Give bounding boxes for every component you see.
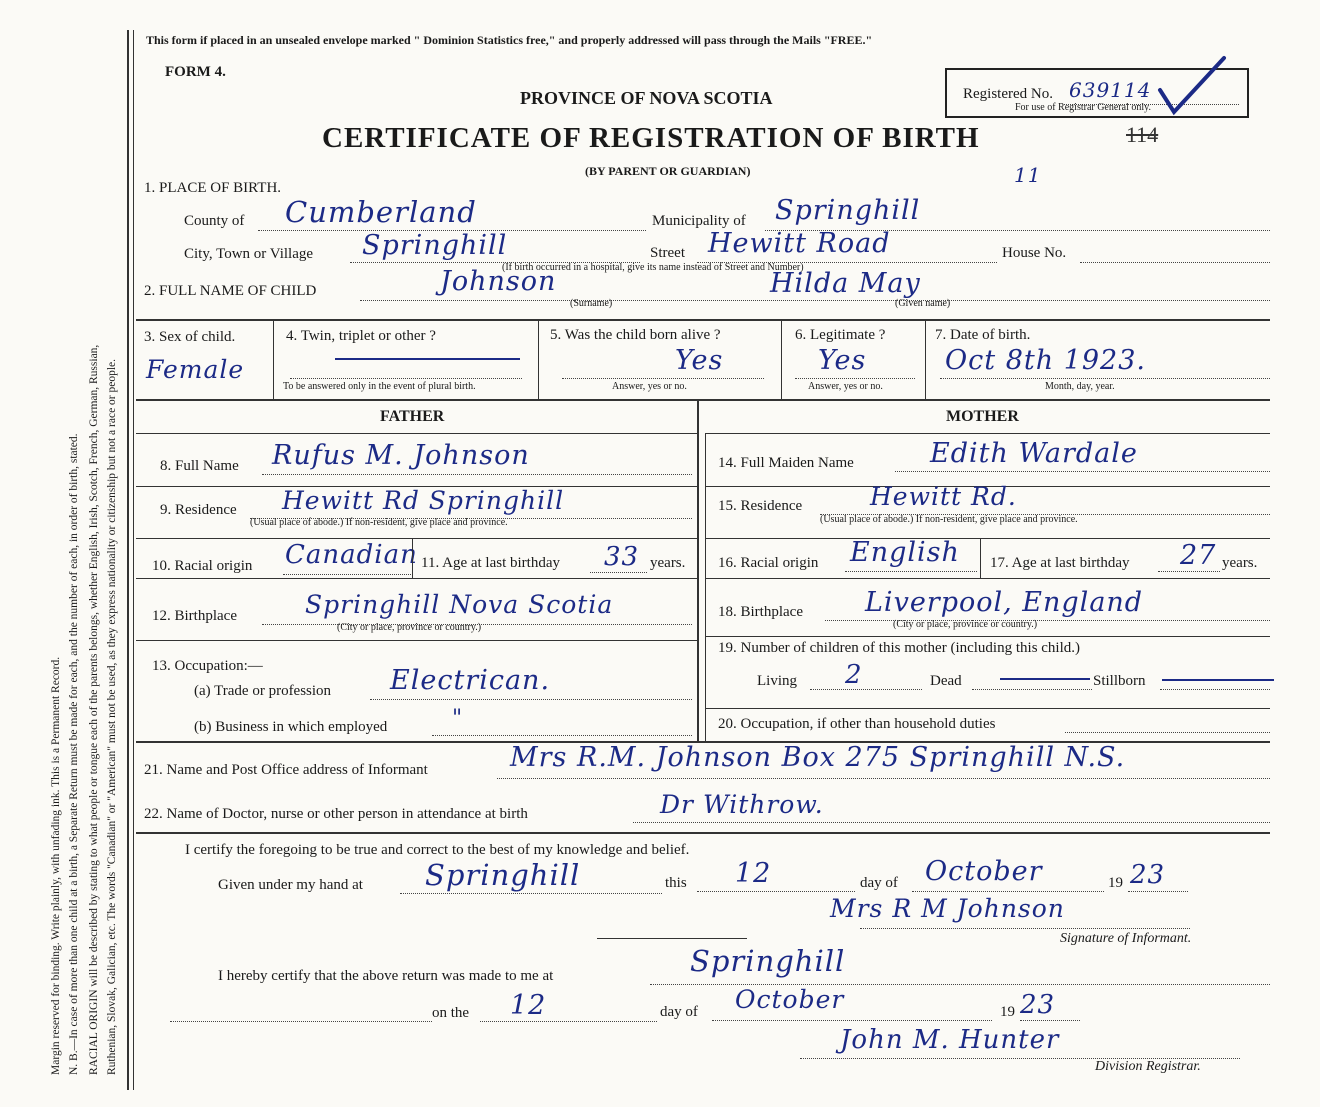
given-under-hand-label: Given under my hand at — [218, 877, 363, 893]
mother-years-label: years. — [1222, 555, 1258, 571]
given-place-value: Springhill — [425, 858, 581, 892]
certify-month-value: October — [925, 856, 1043, 887]
father-heading: FATHER — [380, 408, 445, 425]
father-trade-label: (a) Trade or profession — [194, 683, 332, 699]
child-name-label: 2. FULL NAME OF CHILD — [144, 283, 317, 299]
surname-note: (Surname) — [570, 298, 613, 309]
certify-year-prefix: 19 — [1108, 875, 1123, 891]
certify-year-value: 23 — [1130, 860, 1166, 890]
father-birthplace-label: 12. Birthplace — [152, 608, 237, 624]
certify-day-of-label: day of — [860, 875, 898, 891]
doctor-label: 22. Name of Doctor, nurse or other person in attendance at birth — [144, 806, 528, 822]
registrar-note: For use of Registrar General only. — [1015, 102, 1151, 113]
city-value: Springhill — [362, 230, 508, 261]
mother-racial-value: English — [850, 537, 960, 568]
registrar-month-value: October — [735, 985, 845, 1014]
legitimate-value: Yes — [818, 345, 867, 376]
father-birthplace-note: (City or place, province or country.) — [337, 622, 482, 633]
given-name-note: (Given name) — [895, 298, 951, 309]
registered-label: Registered No. — [963, 86, 1053, 102]
registered-number: 639114 — [1069, 78, 1152, 102]
child-given-name: Hilda May — [770, 268, 921, 299]
father-occupation-label: 13. Occupation:— — [152, 658, 263, 674]
stamp-mark: 114 — [1126, 122, 1159, 147]
registrar-year-value: 23 — [1020, 990, 1056, 1020]
registrar-signature-label: Division Registrar. — [1095, 1059, 1201, 1074]
street-value: Hewitt Road — [708, 228, 891, 259]
date-of-birth-value: Oct 8th 1923. — [945, 345, 1146, 376]
margin-note-racial-origin: RACIAL ORIGIN will be described by stating to what people or tongue each of the parents belongs, whether English, Irish, Scotch, French, German, Russian, — [88, 344, 100, 1075]
mother-heading: MOTHER — [946, 408, 1019, 425]
municipality-label: Municipality of — [652, 213, 746, 229]
date-of-birth-label: 7. Date of birth. — [935, 327, 1031, 343]
father-years-label: years. — [650, 555, 686, 571]
born-alive-note: Answer, yes or no. — [612, 381, 687, 392]
mother-racial-label: 16. Racial origin — [718, 555, 819, 571]
father-trade-value: Electrican. — [390, 665, 551, 696]
father-racial-value: Canadian — [285, 540, 418, 570]
margin-note-separate-return: N. B.—In case of more than one child at a birth, a Separate Return must be made for each, and the number of each, in order of birth, stated. — [68, 433, 80, 1075]
born-alive-label: 5. Was the child born alive ? — [550, 327, 721, 343]
on-the-label: on the — [432, 1005, 470, 1021]
form-number: FORM 4. — [165, 64, 226, 80]
father-business-label: (b) Business in which employed — [194, 719, 388, 735]
father-name-label: 8. Full Name — [160, 458, 239, 474]
living-label: Living — [757, 673, 797, 689]
place-of-birth-heading: 1. PLACE OF BIRTH. — [144, 180, 282, 196]
sex-value: Female — [146, 355, 245, 384]
informant-signature: Mrs R M Johnson — [830, 894, 1065, 923]
this-label: this — [665, 875, 687, 891]
twin-label: 4. Twin, triplet or other ? — [286, 328, 436, 344]
certify-day-value: 12 — [735, 858, 772, 889]
municipality-value: Springhill — [775, 195, 921, 226]
county-value: Cumberland — [285, 195, 477, 229]
father-residence-note: (Usual place of abode.) If non-resident, give place and province. — [250, 517, 508, 528]
twin-note: To be answered only in the event of plural birth. — [283, 381, 476, 392]
certificate-title: CERTIFICATE OF REGISTRATION OF BIRTH — [322, 122, 980, 154]
mother-age-label: 17. Age at last birthday — [990, 555, 1130, 571]
informant-value: Mrs R.M. Johnson Box 275 Springhill N.S. — [510, 742, 1126, 773]
mother-birthplace-label: 18. Birthplace — [718, 604, 803, 620]
mother-birthplace-note: (City or place, province or country.) — [893, 619, 1038, 630]
registrar-signature: John M. Hunter — [840, 1025, 1060, 1055]
living-value: 2 — [845, 660, 863, 690]
city-label: City, Town or Village — [184, 246, 314, 262]
province-heading: PROVINCE OF NOVA SCOTIA — [520, 88, 773, 108]
county-label: County of — [184, 213, 245, 229]
doctor-value: Dr Withrow. — [660, 790, 824, 819]
sex-label: 3. Sex of child. — [144, 329, 236, 345]
father-residence-label: 9. Residence — [160, 502, 237, 518]
certificate-subtitle: (BY PARENT OR GUARDIAN) — [585, 164, 751, 178]
mother-children-label: 19. Number of children of this mother (including this child.) — [718, 640, 1081, 656]
father-residence-value: Hewitt Rd Springhill — [282, 486, 565, 515]
legitimate-note: Answer, yes or no. — [808, 381, 883, 392]
mother-birthplace-value: Liverpool, England — [865, 587, 1144, 618]
born-alive-value: Yes — [675, 345, 724, 376]
stillborn-label: Stillborn — [1093, 673, 1146, 689]
registrar-year-prefix: 19 — [1000, 1004, 1015, 1020]
hospital-note: (If birth occurred in a hospital, give its name instead of Street and Number) — [502, 262, 804, 273]
registrar-statement: I hereby certify that the above return was made to me at — [218, 968, 554, 984]
margin-note-binding: Margin reserved for binding. Write plainly, with unfading ink. This is a Permanent Record. — [50, 656, 62, 1075]
father-age-value: 33 — [604, 542, 640, 572]
checkmark-icon — [1150, 50, 1230, 120]
mail-notice: This form if placed in an unsealed envelope marked " Dominion Statistics free," and properly addressed will pass through the Mails "FREE." — [146, 33, 873, 47]
street-label: Street — [650, 245, 685, 261]
father-birthplace-value: Springhill Nova Scotia — [305, 590, 614, 619]
registrar-day-of-label: day of — [660, 1004, 698, 1020]
mother-residence-note: (Usual place of abode.) If non-resident, give place and province. — [820, 514, 1078, 525]
informant-signature-label: Signature of Informant. — [1060, 931, 1192, 946]
mother-name-value: Edith Wardale — [930, 438, 1138, 469]
side-mark: 11 — [1014, 163, 1042, 187]
father-racial-label: 10. Racial origin — [152, 558, 253, 574]
mother-age-value: 27 — [1180, 540, 1217, 571]
margin-note-racial-origin-cont: Ruthenian, Slovak, Galician, etc. The words "Canadian" or "American" must not be used, as they express nationality or citizenship but not a race or people. — [106, 358, 118, 1075]
date-of-birth-note: Month, day, year. — [1045, 381, 1115, 392]
informant-label: 21. Name and Post Office address of Informant — [144, 762, 428, 778]
father-business-value: " — [452, 706, 464, 731]
mother-name-label: 14. Full Maiden Name — [718, 455, 854, 471]
child-surname: Johnson — [440, 266, 557, 297]
father-name-value: Rufus M. Johnson — [272, 440, 530, 471]
certify-statement: I certify the foregoing to be true and correct to the best of my knowledge and belief. — [185, 842, 690, 858]
mother-occupation-label: 20. Occupation, if other than household duties — [718, 716, 996, 732]
mother-residence-label: 15. Residence — [718, 498, 803, 514]
house-number-label: House No. — [1002, 245, 1067, 261]
registrar-day-value: 12 — [510, 990, 547, 1021]
legitimate-label: 6. Legitimate ? — [795, 327, 886, 343]
registrar-place-value: Springhill — [690, 944, 846, 978]
father-age-label: 11. Age at last birthday — [421, 555, 560, 571]
dead-label: Dead — [930, 673, 962, 689]
mother-residence-value: Hewitt Rd. — [870, 482, 1017, 511]
